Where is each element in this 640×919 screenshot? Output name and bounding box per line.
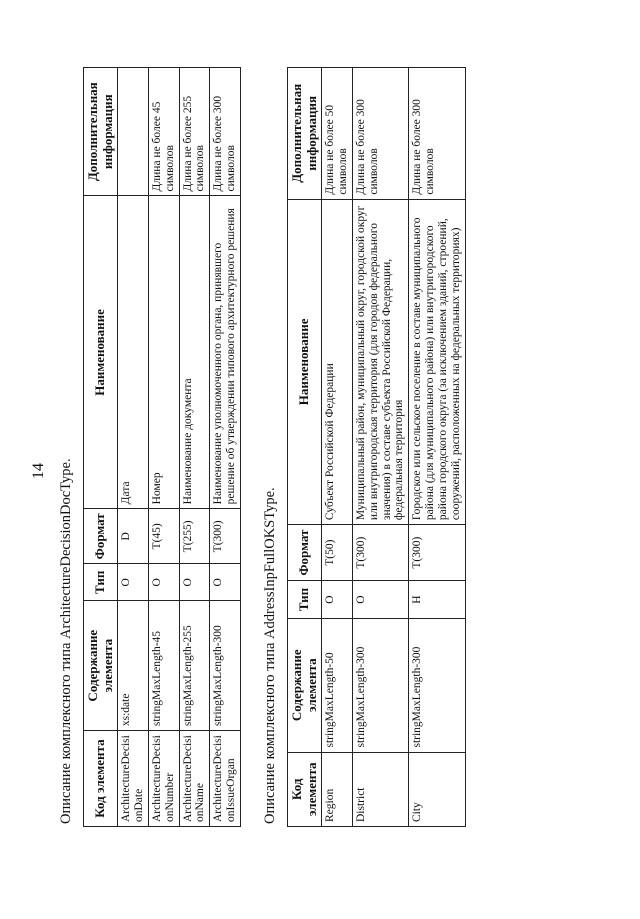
table-row xyxy=(148,68,179,827)
header-format: Формат xyxy=(84,509,118,564)
cell-type: O xyxy=(118,564,149,601)
cell-content: stringMaxLength-255 xyxy=(179,601,210,731)
cell-format: T(255) xyxy=(179,509,210,564)
header-name: Наименование xyxy=(84,196,118,509)
cell-type: O xyxy=(352,581,409,619)
page-number: 14 xyxy=(30,463,47,479)
table-row xyxy=(210,68,241,827)
cell-content: stringMaxLength-300 xyxy=(210,601,241,731)
cell-code: ArchitectureDecisi onDate xyxy=(118,731,149,827)
table-row xyxy=(118,68,149,827)
cell-content: stringMaxLength-45 xyxy=(148,601,179,731)
header-name: Наименование xyxy=(288,199,322,524)
table-row xyxy=(352,68,409,827)
cell-name: Городское или сельское поселение в составе муниципального района (для муниципального района) или внутригородского района городского округа (за исключением зданий, строений, сооружений, расположенных на федеральных территориях) xyxy=(409,199,466,524)
cell-info: Длина не более 300 символов xyxy=(352,68,409,200)
cell-name: Наименование документа xyxy=(179,196,210,509)
cell-name: Дата xyxy=(118,196,149,509)
header-info: Дополнительная информация xyxy=(288,68,322,200)
header-type: Тип xyxy=(288,581,322,619)
header-type: Тип xyxy=(84,564,118,601)
table-1-header-row xyxy=(84,68,118,827)
cell-format: T(300) xyxy=(352,525,409,581)
header-info: Дополнительная информация xyxy=(84,68,118,196)
cell-code: District xyxy=(352,752,409,826)
cell-name: Наименование уполномоченного органа, принявшего решение об утверждении типового архитектурного решения xyxy=(210,196,241,509)
cell-code: ArchitectureDecisi onName xyxy=(179,731,210,827)
cell-name: Номер xyxy=(148,196,179,509)
cell-code: ArchitectureDecisi onIssueOrgan xyxy=(210,731,241,827)
cell-type: O xyxy=(148,564,179,601)
table-row xyxy=(179,68,210,827)
cell-info: Длина не более 45 символов xyxy=(148,68,179,196)
cell-code: ArchitectureDecisi onNumber xyxy=(148,731,179,827)
cell-content: stringMaxLength-50 xyxy=(322,618,353,752)
cell-format: T(300) xyxy=(409,525,466,581)
header-content: Содержание элемента xyxy=(84,601,118,731)
table-1-caption: Описание комплексного типа ArchitectureDecisionDocType. xyxy=(58,458,74,824)
cell-info: Длина не более 255 символов xyxy=(179,68,210,196)
header-code: Код элемента xyxy=(84,731,118,827)
cell-format: T(45) xyxy=(148,509,179,564)
table-2-caption: Описание комплексного типа AddressInpFullOKSType. xyxy=(262,487,278,824)
cell-type: O xyxy=(179,564,210,601)
cell-info: Длина не более 300 символов xyxy=(409,68,466,200)
cell-name: Субъект Российской Федерации xyxy=(322,199,353,524)
table-row xyxy=(409,68,466,827)
cell-name: Муниципальный район, муниципальный округ, городской округ или внутригородская территория (для городов федерального значения) в составе субъекта Российской Федерации, федеральная территория xyxy=(352,199,409,524)
cell-info: Длина не более 50 символов xyxy=(322,68,353,200)
cell-content: stringMaxLength-300 xyxy=(409,618,466,752)
cell-format: D xyxy=(118,509,149,564)
table-architecture-decision-doc-type xyxy=(83,67,241,827)
cell-content: stringMaxLength-300 xyxy=(352,618,409,752)
table-address-inp-full-oks-type xyxy=(287,67,466,827)
header-format: Формат xyxy=(288,525,322,581)
table-2-header-row xyxy=(288,68,322,827)
cell-code: City xyxy=(409,752,466,826)
cell-type: H xyxy=(409,581,466,619)
header-content: Содержание элемента xyxy=(288,618,322,752)
cell-format: T(50) xyxy=(322,525,353,581)
header-code: Код элемента xyxy=(288,752,322,826)
cell-info: Длина не более 300 символов xyxy=(210,68,241,196)
cell-type: O xyxy=(322,581,353,619)
cell-content: xs:date xyxy=(118,601,149,731)
cell-format: T(300) xyxy=(210,509,241,564)
cell-info xyxy=(118,68,149,196)
table-row xyxy=(322,68,353,827)
cell-type: O xyxy=(210,564,241,601)
cell-code: Region xyxy=(322,752,353,826)
